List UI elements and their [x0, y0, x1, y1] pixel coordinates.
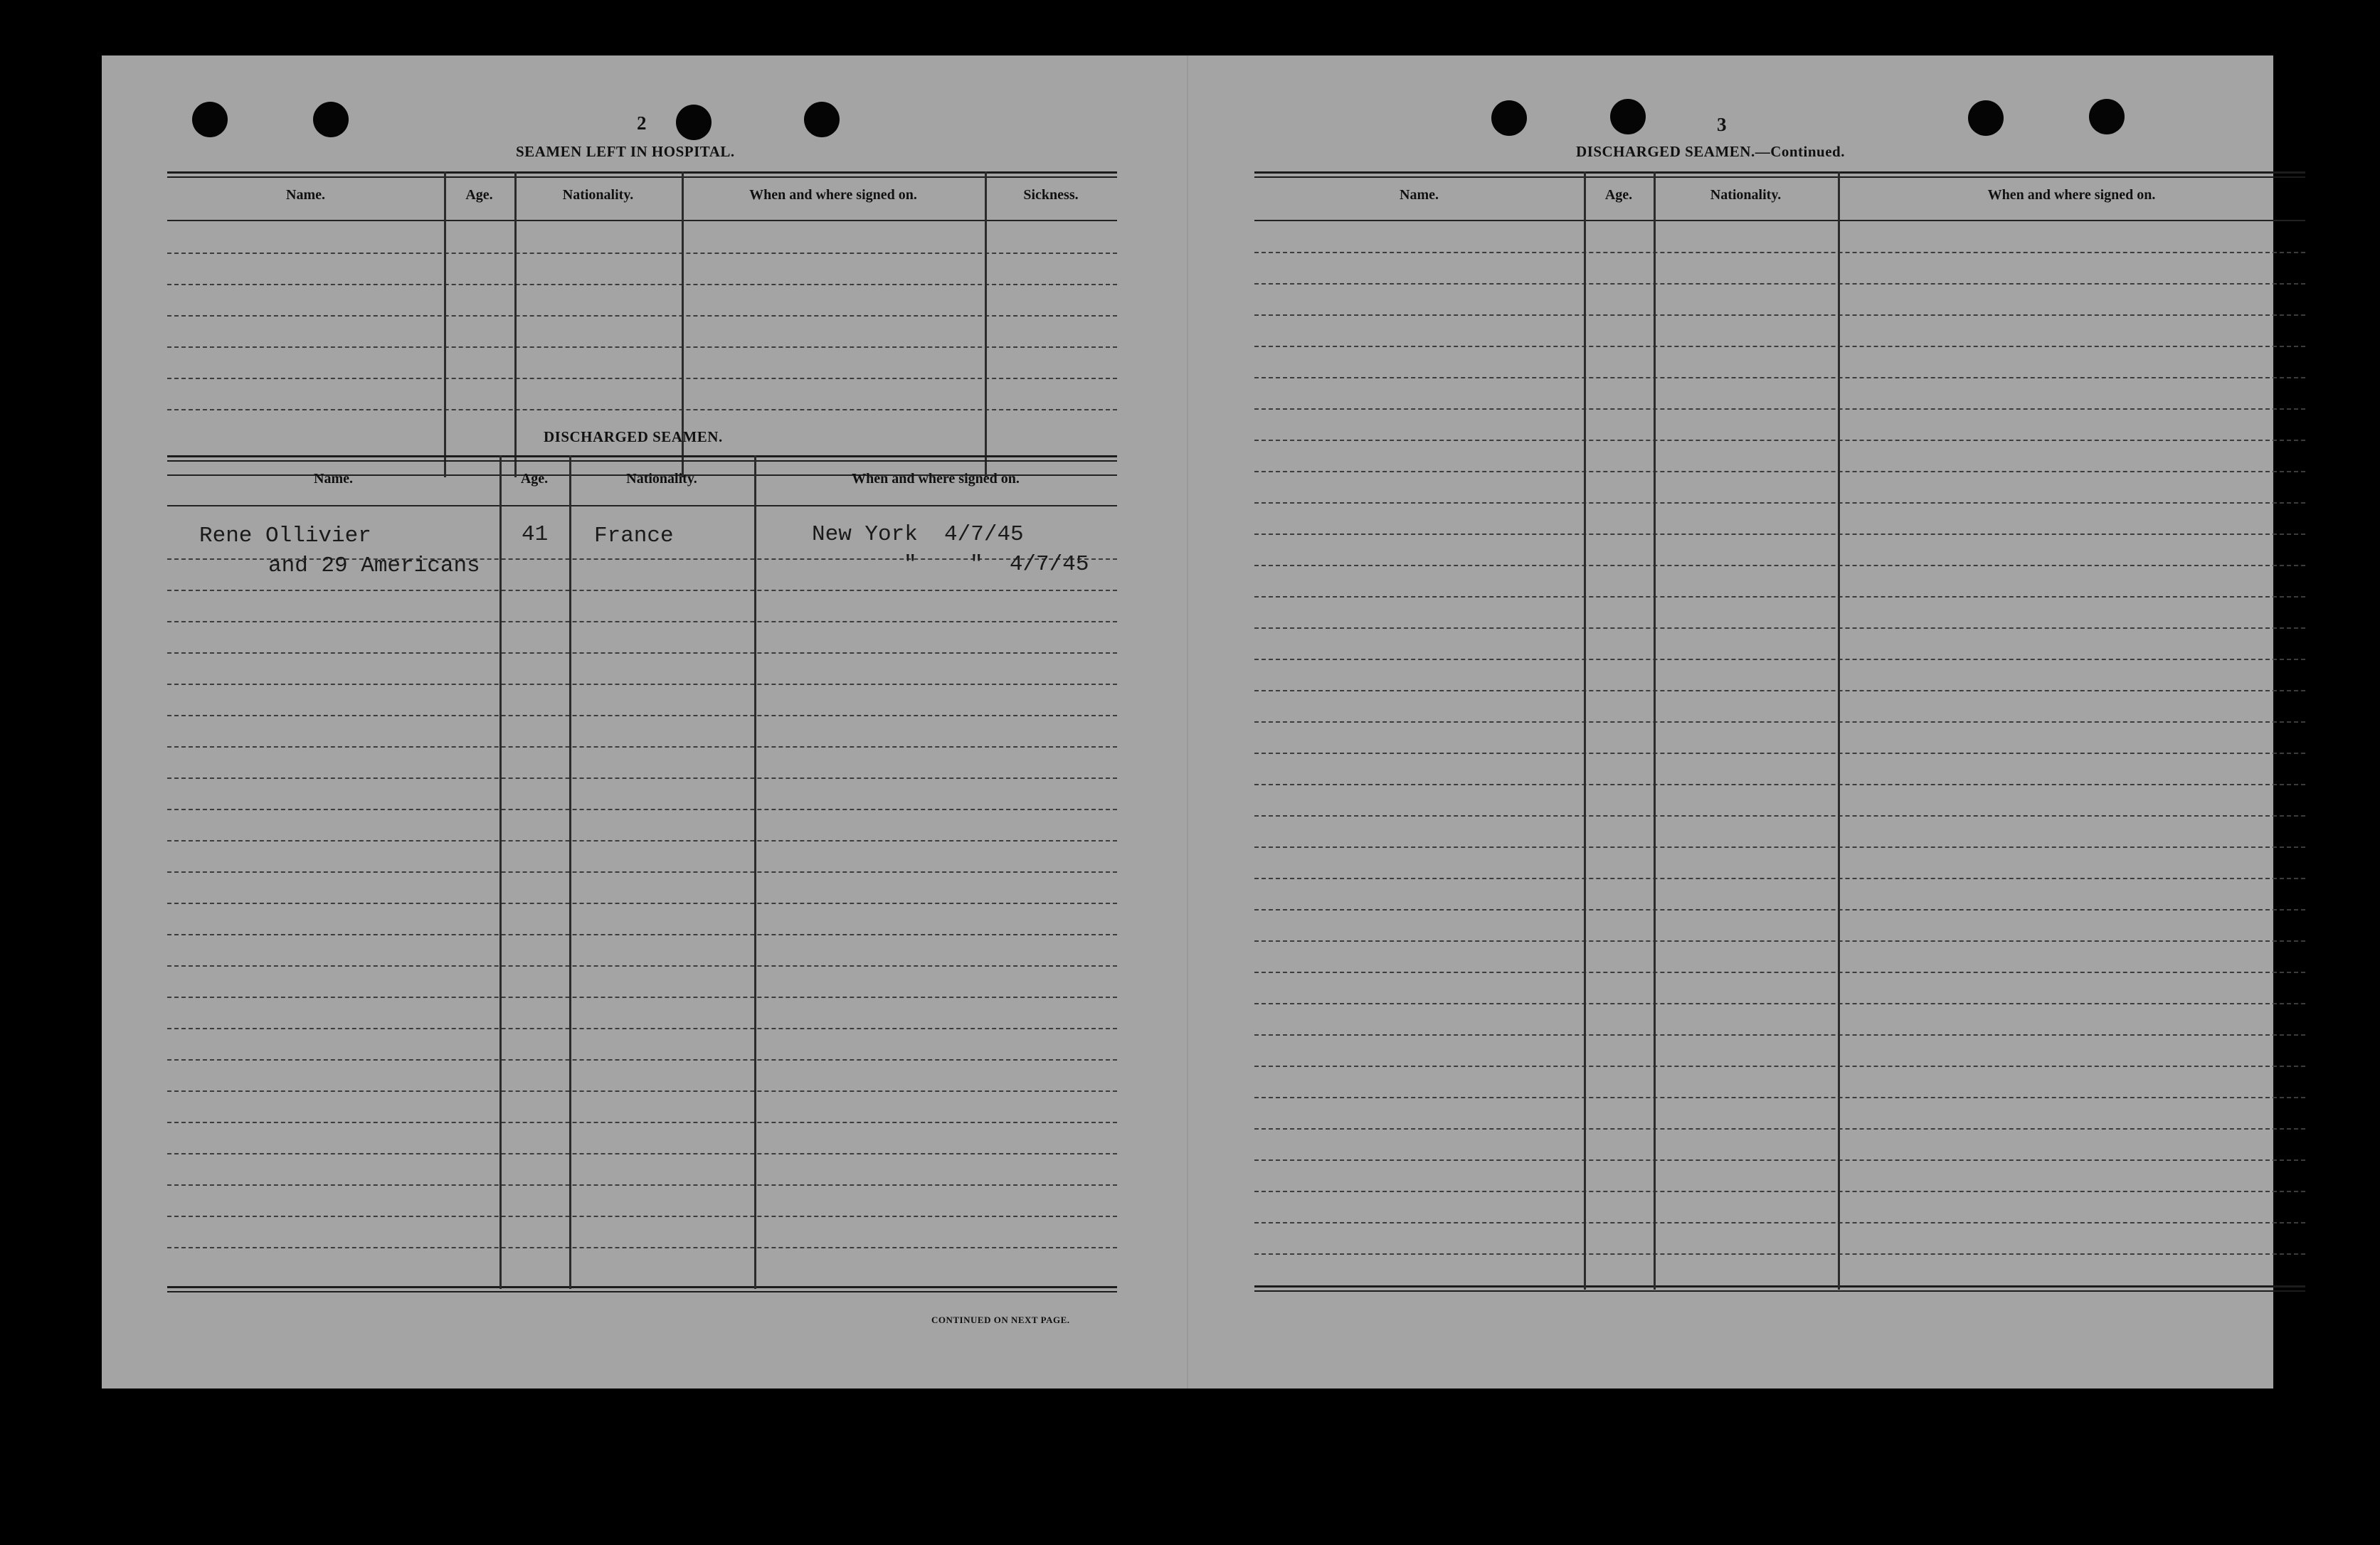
- discharged-continued-table: [1254, 171, 2305, 1310]
- column-header: When and where signed on.: [852, 471, 1020, 487]
- seaman-name: Rene Ollivier: [199, 524, 371, 548]
- column-header: When and where signed on.: [1987, 187, 2156, 203]
- seaman-nationality: France: [594, 524, 674, 548]
- column-header: Age.: [520, 471, 549, 487]
- seaman-signed-on: New York 4/7/45: [812, 522, 1024, 547]
- column-header: Nationality.: [1710, 187, 1782, 203]
- page-number: 3: [1717, 114, 1727, 135]
- discharged-section-title: DISCHARGED SEAMEN.: [544, 428, 723, 445]
- column-header: Nationality.: [562, 187, 634, 203]
- column-header: Name.: [1400, 187, 1439, 203]
- column-header: Name.: [314, 471, 353, 487]
- page-number: 2: [637, 112, 647, 134]
- hospital-section-title: SEAMEN LEFT IN HOSPITAL.: [516, 143, 735, 160]
- document-sheet: [102, 55, 2273, 1389]
- column-header: Age.: [1604, 187, 1633, 203]
- punch-hole: [1968, 100, 2004, 136]
- punch-hole: [676, 105, 712, 140]
- discharged-table: [167, 455, 1117, 1303]
- column-header: When and where signed on.: [749, 187, 917, 203]
- page-fold: [1187, 55, 1188, 1389]
- punch-hole: [2089, 99, 2125, 134]
- column-header: Sickness.: [1023, 187, 1079, 203]
- column-header: Nationality.: [626, 471, 697, 487]
- continued-footer: CONTINUED ON NEXT PAGE.: [931, 1315, 1070, 1325]
- punch-hole: [192, 102, 228, 137]
- punch-hole: [1491, 100, 1527, 136]
- column-header: Age.: [465, 187, 493, 203]
- punch-hole: [1610, 99, 1646, 134]
- punch-hole: [313, 102, 349, 137]
- seaman-age: 41: [522, 522, 549, 547]
- seaman-signed-on: " " 4/7/45: [904, 552, 1089, 577]
- discharged-continued-title: DISCHARGED SEAMEN.—Continued.: [1576, 143, 1845, 160]
- column-header: Name.: [286, 187, 325, 203]
- seaman-name: and 29 Americans: [268, 553, 480, 578]
- punch-hole: [804, 102, 840, 137]
